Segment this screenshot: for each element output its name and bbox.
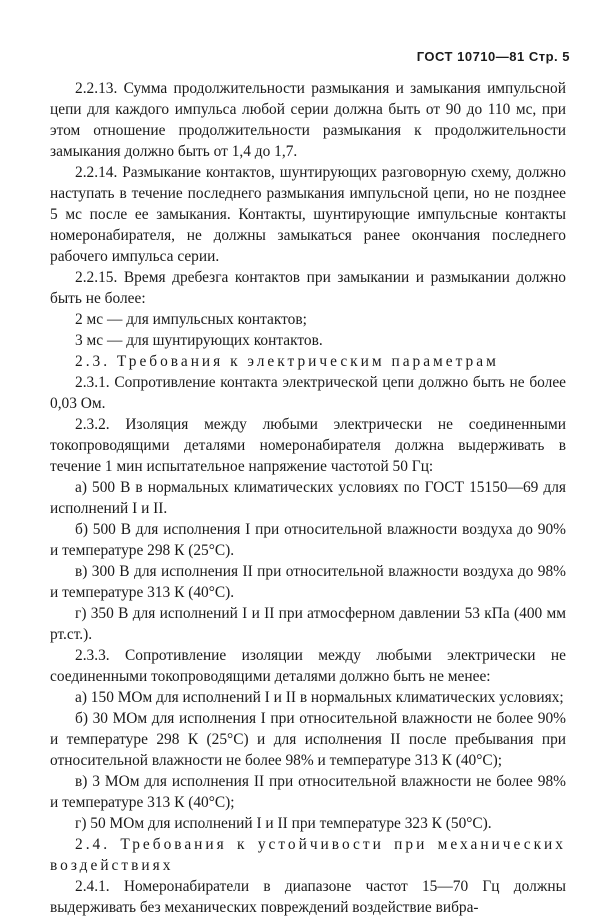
list-item-2-3-2-b: б) 500 В для исполнения I при относительной влажности воздуха до 90% и температуре 298 К (25°С). <box>50 521 566 559</box>
paragraph-2-3-3: 2.3.3. Сопротивление изоляции между любыми электрически не соединенными токопроводящими деталями должно быть не менее: <box>50 647 566 685</box>
list-item-2-3-3-v: в) 3 МОм для исполнения II при относительной влажности не более 98% и температуре 313 К (40°С); <box>50 773 566 811</box>
page-header: ГОСТ 10710—81 Стр. 5 <box>416 49 570 64</box>
list-item-impulse-contacts: 2 мс — для импульсных контактов; <box>75 311 307 328</box>
list-item-2-3-3-a: а) 150 МОм для исполнений I и II в нормальных климатических условиях; <box>75 689 564 706</box>
paragraph-2-2-14: 2.2.14. Размыкание контактов, шунтирующих разговорную схему, должно наступать в течение последнего размыкания импульсной цепи, но не позднее 5 мс после ее замыкания. Контакты, шунтирующие импульсные контакты номеронабирателя, не должны замыкаться ранее окончания последнего рабочего импульса серии. <box>50 164 566 265</box>
list-item-2-3-3-b: б) 30 МОм для исполнения I при относительной влажности не более 90% и температуре 298 К (25°С) и для исполнения II после пребывания при относительной влажности не более 98% и температуре 313 К (40°С); <box>50 710 566 769</box>
paragraph-2-3-2: 2.3.2. Изоляция между любыми электрически не соединенными токопроводящими деталями номеронабирателя должна выдерживать в течение 1 мин испытательное напряжение частотой 50 Гц: <box>50 416 566 475</box>
list-item-2-3-2-a: а) 500 В в нормальных климатических условиях по ГОСТ 15150—69 для исполнений I и II. <box>50 479 566 517</box>
list-item-shunt-contacts: 3 мс — для шунтирующих контактов. <box>75 332 323 349</box>
paragraph-2-2-13: 2.2.13. Сумма продолжительности размыкания и замыкания импульсной цепи для каждого импульса любой серии должна быть от 90 до 110 мс, при этом отношение продолжительности размыкания к продолжительности замыкания должно быть от 1,4 до 1,7. <box>50 80 566 160</box>
section-heading-2-4: 2.4. Требования к устойчивости при механических воздействиях <box>50 836 566 874</box>
section-heading-2-3: 2.3. Требования к электрическим параметрам <box>75 353 499 370</box>
document-body <box>50 78 566 918</box>
paragraph-2-2-15: 2.2.15. Время дребезга контактов при замыкании и размыкании должно быть не более: <box>50 269 566 307</box>
list-item-2-3-2-v: в) 300 В для исполнения II при относительной влажности воздуха до 98% и температуре 313 К (40°С). <box>50 563 566 601</box>
paragraph-2-3-1: 2.3.1. Сопротивление контакта электрической цепи должно быть не более 0,03 Ом. <box>50 374 566 412</box>
list-item-2-3-3-g: г) 50 МОм для исполнений I и II при температуре 323 К (50°С). <box>75 815 492 832</box>
paragraph-2-4-1: 2.4.1. Номеронабиратели в диапазоне частот 15—70 Гц должны выдерживать без механических повреждений воздействие вибра- <box>50 878 566 916</box>
list-item-2-3-2-g: г) 350 В для исполнений I и II при атмосферном давлении 53 кПа (400 мм рт.ст.). <box>50 605 566 643</box>
